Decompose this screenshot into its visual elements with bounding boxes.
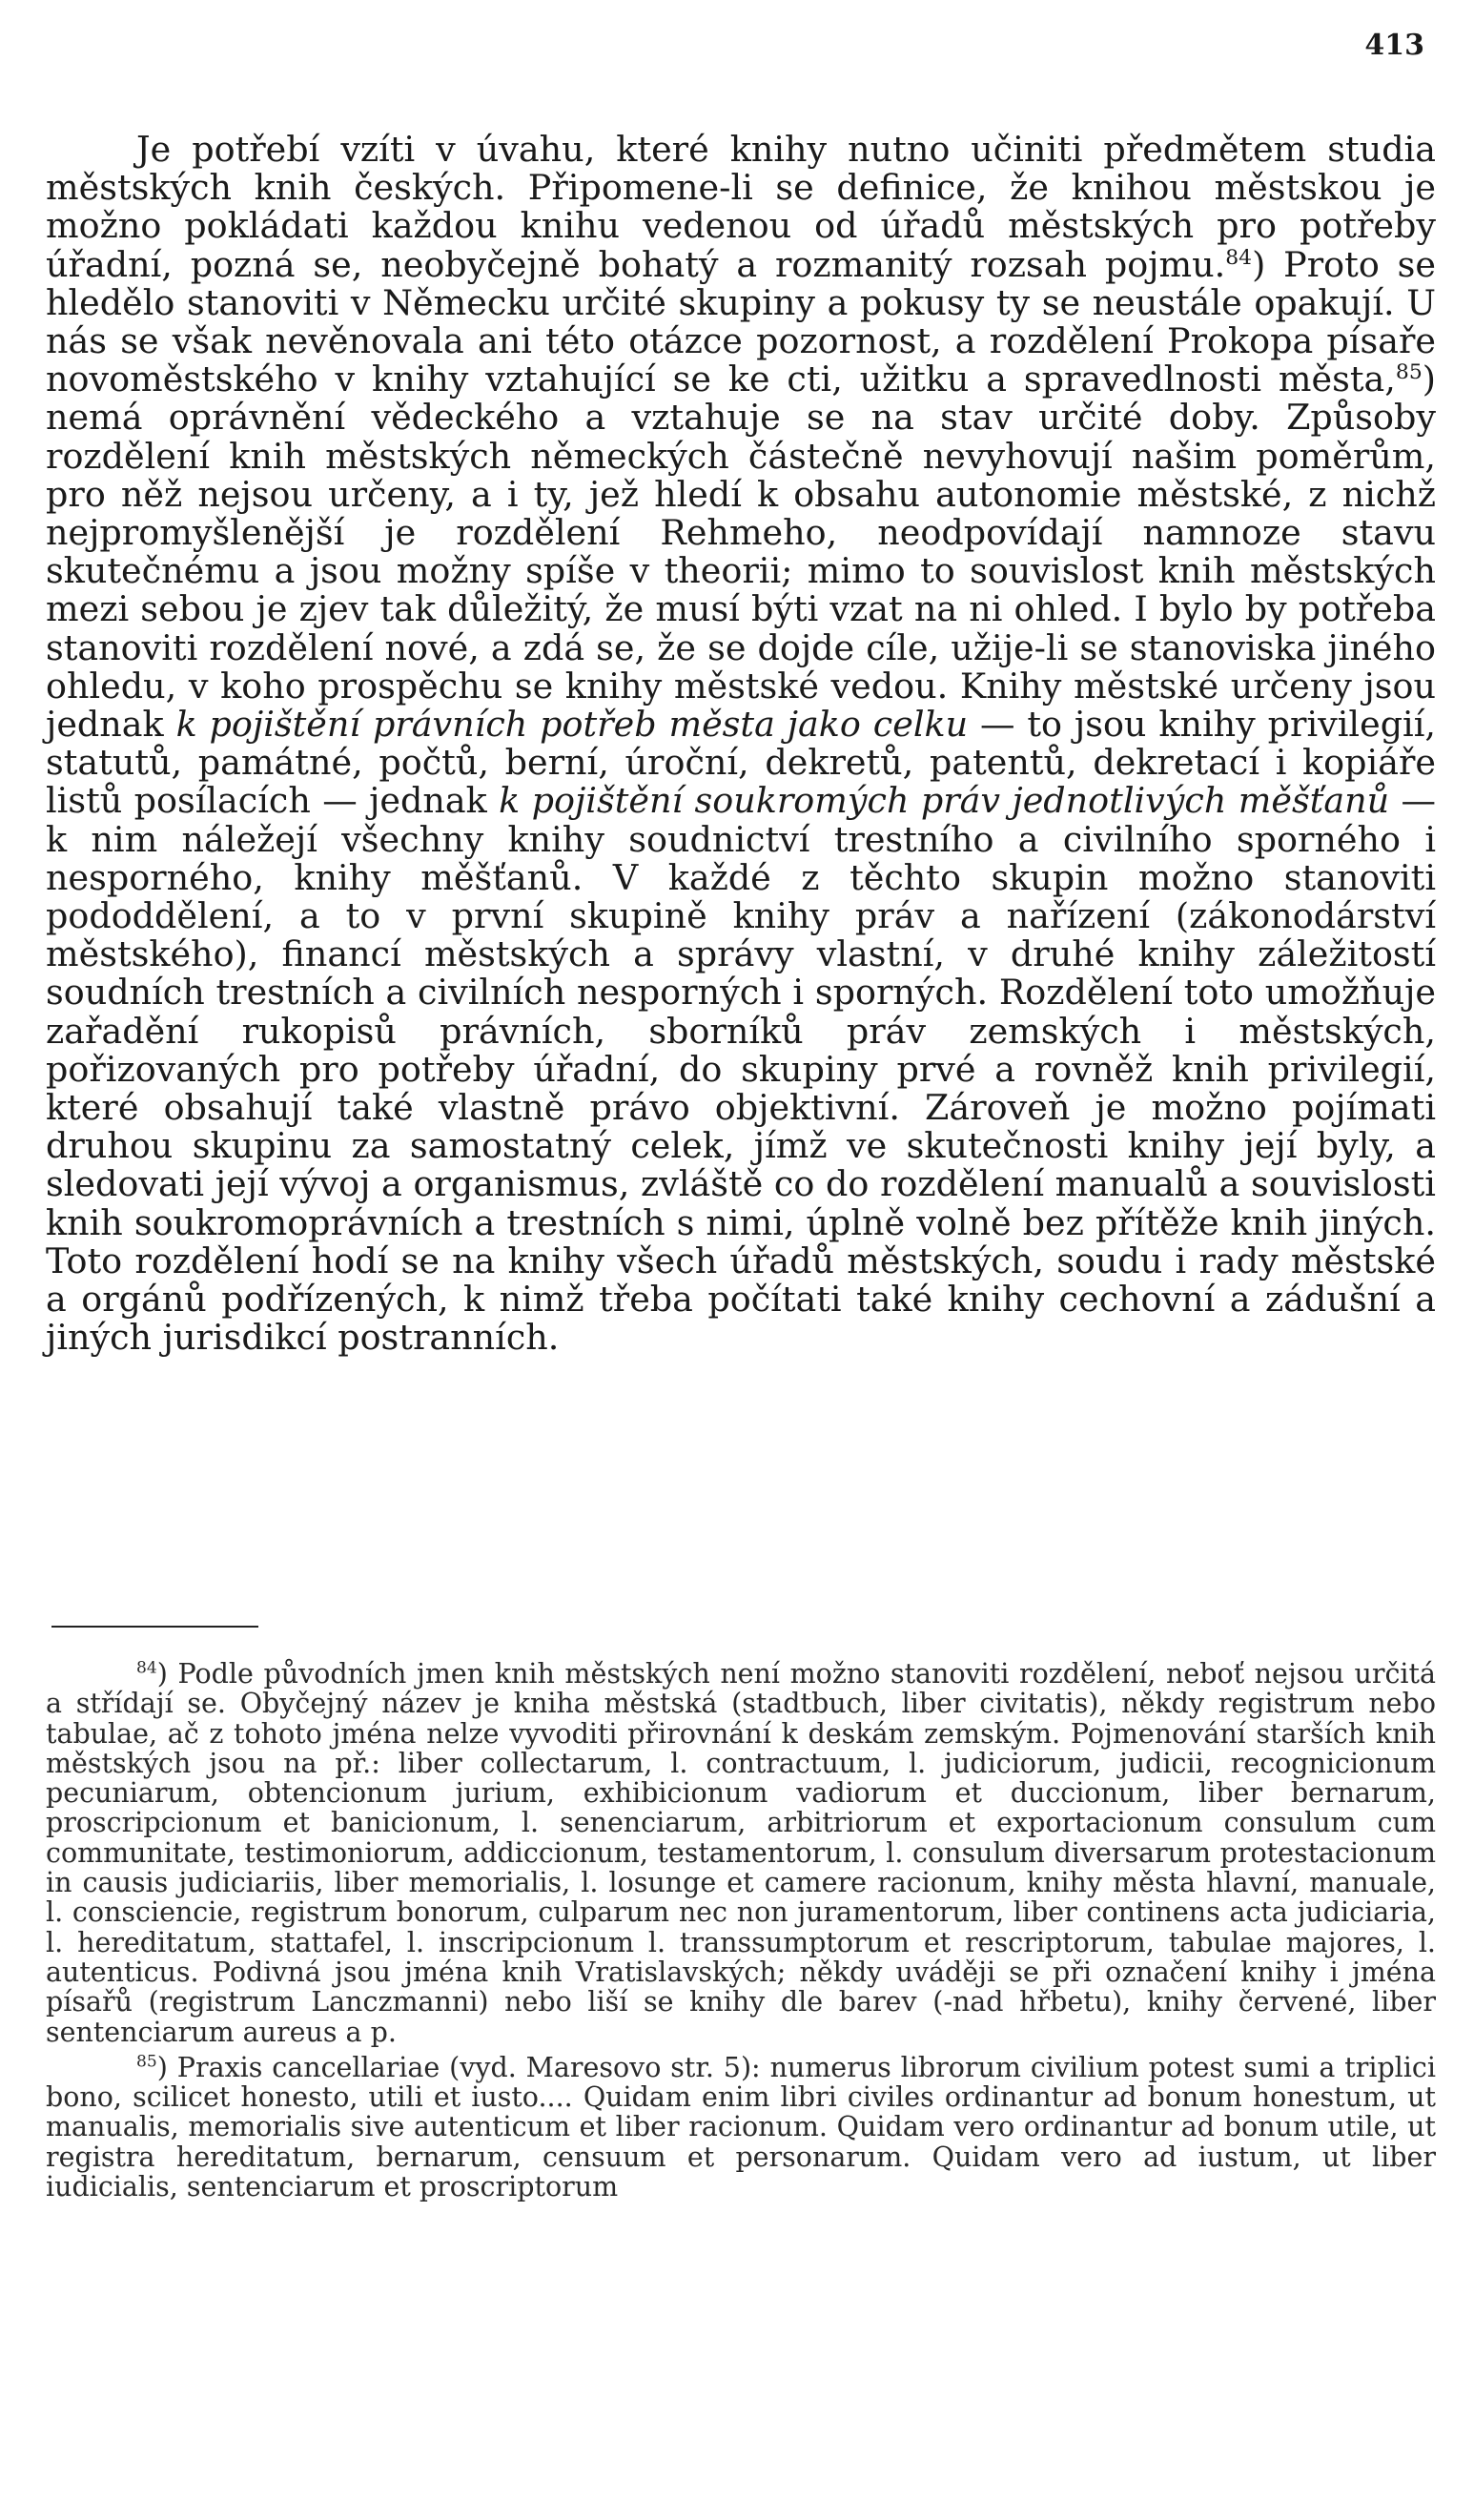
footnote-85 <box>46 2053 1436 2202</box>
footnote-84 <box>46 1659 1436 2047</box>
footnote-text: ) Podle původních jmen knih městských není možno stanoviti rozdělení, neboť nejsou určitá a střídají se. Obyčejný název je kniha městská (stadtbuch, liber civitatis), někdy registrum nebo tabulae, ač z tohoto jména nelze vyvoditi přirovnání k deskám zemským. Pojmenování starších knih městských jsou na př.: liber collectarum, l. contractuum, l. judiciorum, judicii, recognicionum pecuniarum, obtencionum jurium, exhibicionum vadiorum et duccionum, liber bernarum, proscripcionum et banicionum, l. senenciarum, arbitriorum et exportacionum consulum cum communitate, testimoniorum, addiccionum, testamentorum, l. consulum diversarum protestacionum in causis judiciariis, liber memorialis, l. losunge et camere racionum, knihy města hlavní, manuale, l. consciencie, registrum bonorum, culparum nec non juramentorum, liber continens acta judiciaria, l. hereditatum, stattafel, l. inscripcionum l. transsumptorum et rescriptorum, tabulae majores, l. autenticus. Podivná jsou jména knih Vratislavských; někdy uváději se při označení knihy i jména písařů (registrum Lanczmanni) nebo liší se knihy dle barev (-nad hřbetu), knihy červené, liber sentenciarum aureus a p. <box>46 1658 1436 2048</box>
body-paragraph <box>46 131 1436 1358</box>
footnote-separator <box>51 1626 258 1628</box>
text-run: ) Proto se hledělo stanoviti v Německu určité skupiny a pokusy ty se neustále opakují. U nás se však nevěnovala ani této otázce pozornost, a rozdělení Prokopa písaře novoměstského v knihy vztahující se ke cti, užitku a spravedlnosti města, <box>46 243 1436 400</box>
text-run: — to jsou knihy privilegií, statutů, památné, počtů, berní, úroční, dekretů, patentů, dekretací i kopiáře listů posílacích — jednak <box>46 704 1437 822</box>
footnotes-section <box>46 1659 1436 2207</box>
main-body-text <box>46 131 1436 1358</box>
footnote-ref-85: 85 <box>1395 360 1423 385</box>
emphasis-text: k pojištění soukromých práv jednotlivých měšťanů <box>499 780 1390 822</box>
footnote-text: ) Praxis cancellariae (vyd. Maresovo str. 5): numerus librorum civilium potest sumi a triplici bono, scilicet honesto, utili et iusto.... Quidam enim libri civiles ordinantur ad bonum honestum, ut manualis, memorialis sive autenticum et liber racionum. Quidam vero ordinantur ad bonum utile, ut registra hereditatum, bernarum, censuum et personarum. Quidam vero ad iustum, ut liber iudicialis, sentenciarum et proscriptorum <box>46 2051 1436 2203</box>
page-number: 413 <box>1364 29 1424 62</box>
footnote-number: 84 <box>136 1658 157 1678</box>
emphasis-text: k pojištění právních potřeb města jako celku <box>175 704 969 746</box>
footnote-ref-84: 84 <box>1225 245 1253 270</box>
footnote-number: 85 <box>136 2052 157 2072</box>
text-run: Je potřebí vzíti v úvahu, které knihy nutno učiniti předmětem studia městských knih českých. Připomene-li se definice, že knihou městskou je možno pokládati každou knihu vedenou od úřadů městských pro potřeby úřadní, pozná se, neobyčejně bohatý a rozmanitý rozsah pojmu. <box>46 129 1436 285</box>
text-run: — k nim náležejí všechny knihy soudnictví trestního a civilního sporného i nesporného, knihy měšťanů. V každé z těchto skupin možno stanoviti pododdělení, a to v první skupině knihy práv a nařízení (zákonodárství městského), financí městských a správy vlastní, v druhé knihy záležitostí soudních trestních a civilních nesporných i sporných. Rozdělení toto umožňuje zařadění rukopisů právních, sborníků práv zemských i městských, pořizovaných pro potřeby úřadní, do skupiny prvé a rovněž knih privilegií, které obsahují také vlastně právo objektivní. Zároveň je možno pojímati druhou skupinu za samostatný celek, jímž ve skutečnosti knihy její byly, a sledovati její vývoj a organismus, zvláště co do rozdělení manualů a souvislosti knih soukromoprávních a trestních s nimi, úplně volně bez přítěže knih jiných. Toto rozdělení hodí se na knihy všech úřadů městských, soudu i rady městské a orgánů podřízených, k nimž třeba počítati také knihy cechovní a zádušní a jiných jurisdikcí postranních. <box>46 780 1436 1359</box>
text-run: ) nemá oprávnění vědeckého a vztahuje se na stav určité doby. Způsoby rozdělení knih městských německých částečně nevyhovují našim poměrům, pro něž nejsou určeny, a i ty, jež hledí k obsahu autonomie městské, z nichž nejpromyšlenější je rozdělení Rehmeho, neodpovídají namnoze stavu skutečnému a jsou možny spíše v theorii; mimo to souvislost knih městských mezi sebou je zjev tak důležitý, že musí býti vzat na ni ohled. I bylo by potřeba stanoviti rozdělení nové, a zdá se, že se dojde cíle, užije-li se stanoviska jiného ohledu, v koho prospěchu se knihy městské vedou. Knihy městské určeny jsou jednak <box>46 359 1436 746</box>
